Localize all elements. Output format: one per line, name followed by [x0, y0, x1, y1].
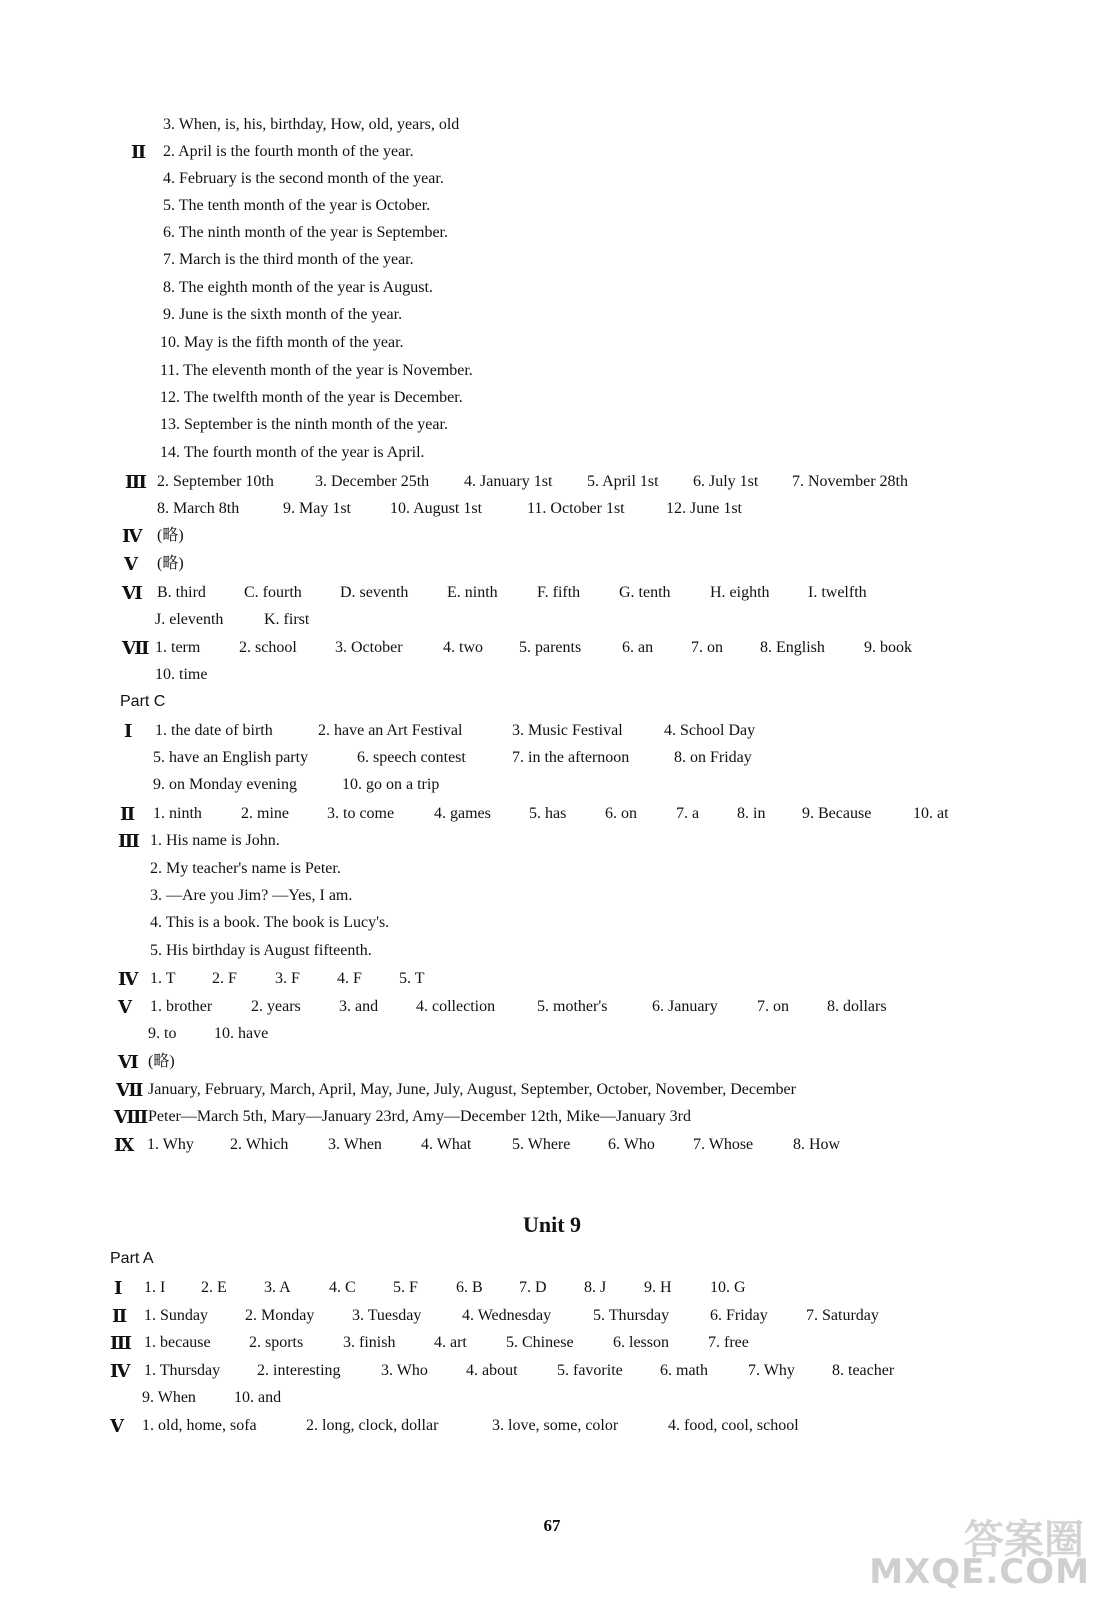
- answer-text: 3. —Are you Jim? —Yes, I am.: [150, 887, 353, 904]
- answer-item: 7. Why: [748, 1362, 795, 1379]
- answer-text: 5. His birthday is August fifteenth.: [150, 942, 372, 959]
- answer-text: 7. March is the third month of the year.: [163, 251, 414, 268]
- answer-item: 2. have an Art Festival: [318, 722, 463, 739]
- answer-item: F. fifth: [537, 584, 581, 601]
- answer-item: 1. term: [155, 639, 201, 656]
- section-roman-numeral: Ⅳ: [110, 1361, 131, 1381]
- answer-item: 5. Where: [512, 1136, 571, 1153]
- answer-item: 7. Whose: [693, 1136, 754, 1153]
- answer-text: 1. His name is John.: [150, 832, 280, 849]
- section-roman-numeral: Ⅴ: [124, 554, 138, 574]
- section-roman-numeral: Ⅲ: [125, 472, 147, 492]
- section-roman-numeral: Ⅷ: [114, 1107, 149, 1127]
- answer-item: 1. ninth: [153, 805, 202, 822]
- answer-item: 8. How: [793, 1136, 841, 1153]
- answer-text: 8. The eighth month of the year is August.: [163, 279, 433, 296]
- answer-item: B. third: [157, 584, 206, 601]
- answer-item: 4. January 1st: [464, 473, 553, 490]
- answer-item: 2. long, clock, dollar: [306, 1417, 439, 1434]
- section-roman-numeral: Ⅱ: [131, 142, 147, 162]
- answer-item: 9. to: [148, 1025, 177, 1042]
- answer-item: 7. in the afternoon: [512, 749, 630, 766]
- answer-item: 1. Thursday: [144, 1362, 221, 1379]
- answer-item: 2. school: [239, 639, 297, 656]
- answer-item: 3. finish: [343, 1334, 396, 1351]
- section-roman-numeral: Ⅵ: [122, 583, 143, 603]
- answer-item: 5. have an English party: [153, 749, 309, 766]
- section-roman-numeral: Ⅴ: [118, 997, 132, 1017]
- answer-item: 5. F: [393, 1279, 418, 1296]
- answer-item: 6. Who: [608, 1136, 655, 1153]
- answer-item: E. ninth: [447, 584, 498, 601]
- answer-text: 4. February is the second month of the year.: [163, 170, 444, 187]
- answer-text: Peter—March 5th, Mary—January 23rd, Amy—December 12th, Mike—January 3rd: [148, 1108, 691, 1125]
- answer-text: (略): [148, 1053, 175, 1070]
- section-roman-numeral: Ⅵ: [118, 1052, 139, 1072]
- answer-item: 5. T: [399, 970, 425, 987]
- answer-item: 4. Wednesday: [462, 1307, 552, 1324]
- answer-item: 7. Saturday: [806, 1307, 879, 1324]
- answer-item: G. tenth: [619, 584, 671, 601]
- answer-item: 9. book: [864, 639, 912, 656]
- answer-item: 9. H: [644, 1279, 672, 1296]
- answer-item: 10. have: [214, 1025, 269, 1042]
- answer-item: 7. on: [691, 639, 723, 656]
- answer-item: D. seventh: [340, 584, 409, 601]
- section-roman-numeral: Ⅰ: [124, 721, 133, 741]
- answer-item: 10. August 1st: [390, 500, 483, 517]
- answer-item: 7. on: [757, 998, 789, 1015]
- answer-item: 6. math: [660, 1362, 708, 1379]
- answer-item: 1. I: [144, 1279, 166, 1296]
- answer-item: 4. about: [466, 1362, 518, 1379]
- answer-item: 8. J: [584, 1279, 607, 1296]
- section-roman-numeral: Ⅳ: [122, 526, 143, 546]
- answer-item: 6. B: [456, 1279, 483, 1296]
- answer-item: 6. January: [652, 998, 718, 1015]
- answer-item: 2. Monday: [245, 1307, 315, 1324]
- answer-text: 2. My teacher's name is Peter.: [150, 860, 341, 877]
- answer-item: 8. March 8th: [157, 500, 240, 517]
- answer-item: C. fourth: [244, 584, 302, 601]
- answer-item: 3. Music Festival: [512, 722, 623, 739]
- answer-item: 3. October: [335, 639, 403, 656]
- answer-item: J. eleventh: [155, 611, 224, 628]
- section-roman-numeral: Ⅲ: [110, 1333, 132, 1353]
- answer-text: 6. The ninth month of the year is September.: [163, 224, 448, 241]
- section-roman-numeral: Ⅶ: [116, 1080, 144, 1100]
- answer-text: 4. This is a book. The book is Lucy's.: [150, 914, 390, 931]
- answer-item: 9. When: [142, 1389, 196, 1406]
- answer-item: 6. on: [605, 805, 637, 822]
- answer-item: 2. E: [201, 1279, 227, 1296]
- watermark-logo: [860, 1508, 1090, 1592]
- answer-item: 4. collection: [416, 998, 496, 1015]
- answer-item: 3. and: [339, 998, 379, 1015]
- section-roman-numeral: Ⅰ: [114, 1278, 123, 1298]
- unit-title: Unit 9: [522, 1212, 582, 1237]
- answer-item: 5. Chinese: [506, 1334, 574, 1351]
- section-roman-numeral: Ⅴ: [110, 1416, 124, 1436]
- answer-text: 10. May is the fifth month of the year.: [160, 334, 404, 351]
- answer-item: 9. on Monday evening: [153, 776, 297, 793]
- answer-text: 12. The twelfth month of the year is December.: [160, 389, 463, 406]
- answer-item: 8. English: [760, 639, 825, 656]
- answer-item: K. first: [264, 611, 310, 628]
- section-roman-numeral: Ⅱ: [120, 804, 136, 824]
- answer-item: 8. dollars: [827, 998, 887, 1015]
- answer-item: 3. Tuesday: [352, 1307, 422, 1324]
- answer-item: 4. What: [421, 1136, 472, 1153]
- page-number: 67: [543, 1516, 561, 1535]
- answer-item: 3. When: [328, 1136, 382, 1153]
- section-roman-numeral: Ⅳ: [118, 969, 139, 989]
- answer-item: 6. Friday: [710, 1307, 768, 1324]
- answer-item: 7. November 28th: [792, 473, 908, 490]
- answer-text: 2. April is the fourth month of the year.: [163, 143, 414, 160]
- answer-text: January, February, March, April, May, June, July, August, September, October, November, December: [148, 1081, 796, 1098]
- answer-item: 2. F: [212, 970, 237, 987]
- answer-item: 6. an: [622, 639, 654, 656]
- answer-item: 8. on Friday: [674, 749, 752, 766]
- part-heading: Part C: [120, 693, 166, 710]
- answer-item: 4. food, cool, school: [668, 1417, 799, 1434]
- answer-item: 3. A: [264, 1279, 291, 1296]
- answer-item: 10. G: [710, 1279, 746, 1296]
- section-roman-numeral: Ⅲ: [118, 831, 140, 851]
- answer-item: 9. Because: [802, 805, 872, 822]
- answer-item: 4. art: [434, 1334, 467, 1351]
- answer-item: 4. School Day: [664, 722, 756, 739]
- answer-item: 8. in: [737, 805, 766, 822]
- answer-item: I. twelfth: [808, 584, 867, 601]
- answer-item: 3. Who: [381, 1362, 428, 1379]
- answer-text: (略): [157, 527, 184, 544]
- answer-item: 1. brother: [150, 998, 213, 1015]
- answer-item: 4. C: [329, 1279, 356, 1296]
- answer-item: 3. F: [275, 970, 300, 987]
- answer-item: 2. years: [251, 998, 301, 1015]
- answer-item: 5. has: [529, 805, 567, 822]
- answer-item: 3. love, some, color: [492, 1417, 619, 1434]
- watermark-glyph: 答案圈: [964, 1517, 1084, 1563]
- answer-item: 7. D: [519, 1279, 547, 1296]
- answer-item: 4. two: [443, 639, 483, 656]
- answer-item: 1. the date of birth: [155, 722, 273, 739]
- answer-item: 5. Thursday: [593, 1307, 670, 1324]
- answer-item: 1. Why: [147, 1136, 194, 1153]
- answer-item: 2. sports: [249, 1334, 304, 1351]
- answer-item: 5. April 1st: [587, 473, 659, 490]
- answer-item: 2. Which: [230, 1136, 289, 1153]
- answer-item: 2. interesting: [257, 1362, 341, 1379]
- answer-item: 10. time: [155, 666, 208, 683]
- answer-item: 11. October 1st: [527, 500, 625, 517]
- answer-item: 6. lesson: [613, 1334, 669, 1351]
- answer-item: 4. F: [337, 970, 362, 987]
- answer-item: 10. at: [913, 805, 949, 822]
- answer-item: 1. old, home, sofa: [142, 1417, 257, 1434]
- section-roman-numeral: Ⅶ: [122, 638, 150, 658]
- answer-item: 6. July 1st: [693, 473, 759, 490]
- answer-text: 13. September is the ninth month of the year.: [160, 416, 448, 433]
- section-roman-numeral: Ⅱ: [112, 1306, 128, 1326]
- answer-text: 5. The tenth month of the year is October.: [163, 197, 431, 214]
- part-heading: Part A: [110, 1250, 154, 1267]
- watermark-text: MXQE.COM: [869, 1552, 1090, 1592]
- answer-item: 10. go on a trip: [342, 776, 440, 793]
- answer-item: 5. mother's: [537, 998, 608, 1015]
- answer-item: 3. to come: [327, 805, 395, 822]
- answer-text: 9. June is the sixth month of the year.: [163, 306, 403, 323]
- answer-text: 14. The fourth month of the year is April.: [160, 444, 425, 461]
- answer-text: (略): [157, 555, 184, 572]
- answer-item: 10. and: [234, 1389, 282, 1406]
- answer-item: 5. favorite: [557, 1362, 623, 1379]
- answer-item: 9. May 1st: [283, 500, 351, 517]
- answer-item: 4. games: [434, 805, 491, 822]
- answer-item: 8. teacher: [832, 1362, 895, 1379]
- answer-item: 7. free: [708, 1334, 749, 1351]
- answer-item: 3. December 25th: [315, 473, 430, 490]
- answer-text: 11. The eleventh month of the year is November.: [160, 362, 473, 379]
- answer-item: 2. September 10th: [157, 473, 274, 490]
- answer-item: 1. T: [150, 970, 176, 987]
- answer-item: 12. June 1st: [666, 500, 742, 517]
- answer-item: H. eighth: [710, 584, 770, 601]
- answer-item: 1. Sunday: [144, 1307, 208, 1324]
- answer-item: 6. speech contest: [357, 749, 466, 766]
- answer-item: 1. because: [144, 1334, 211, 1351]
- answer-item: 5. parents: [519, 639, 582, 656]
- answer-text: 3. When, is, his, birthday, How, old, years, old: [163, 116, 460, 133]
- answer-item: 2. mine: [241, 805, 289, 822]
- answer-item: 7. a: [676, 805, 700, 822]
- section-roman-numeral: Ⅸ: [114, 1135, 135, 1155]
